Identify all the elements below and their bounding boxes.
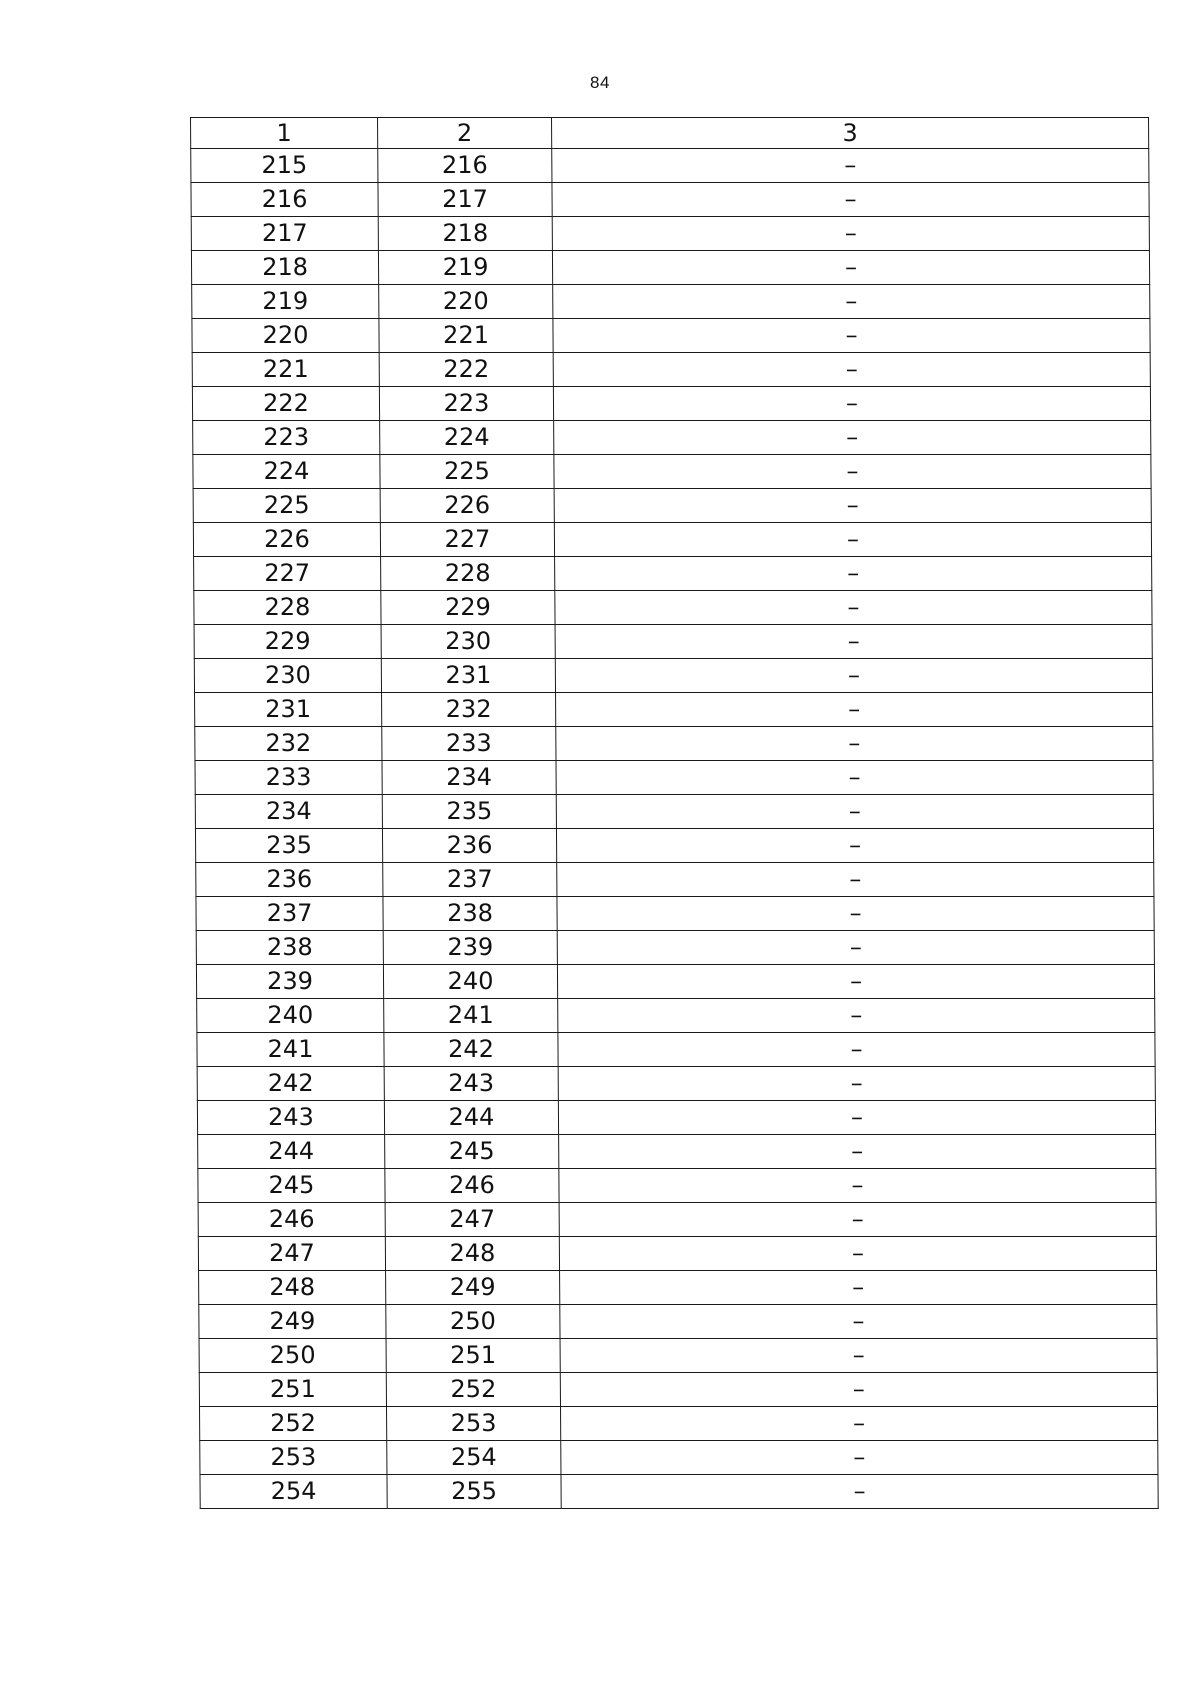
table-row [192,387,1150,421]
table-row [194,625,1152,659]
table-cell-col-2: 253 [387,1407,561,1441]
table-cell-col-3: – [561,1441,1158,1475]
table-cell-col-3: – [555,659,1152,693]
table-row [200,1441,1158,1475]
table-cell-col-1: 243 [197,1101,384,1135]
table-row [192,285,1150,319]
table-row [195,693,1153,727]
table-row [196,863,1154,897]
table-row [193,455,1151,489]
table-row [194,557,1152,591]
table-cell-col-1: 222 [192,387,379,421]
table-cell-col-1: 242 [197,1067,384,1101]
table-row [195,727,1153,761]
data-table [190,117,1159,1509]
table-cell-col-1: 231 [195,693,382,727]
table-cell-col-1: 239 [196,965,383,999]
table-cell-col-2: 255 [387,1475,561,1509]
table-row [199,1339,1157,1373]
table-row [198,1203,1156,1237]
table-cell-col-2: 229 [381,591,555,625]
table-cell-col-3: – [553,353,1150,387]
table-cell-col-3: – [559,1169,1156,1203]
table-cell-col-3: – [552,217,1149,251]
table-cell-col-3: – [552,149,1149,183]
table-cell-col-1: 254 [200,1475,387,1509]
table-cell-col-3: – [556,795,1153,829]
table-cell-col-3: – [558,1033,1155,1067]
table-cell-col-3: – [559,1135,1156,1169]
table-cell-col-3: – [558,999,1155,1033]
page-number: 84 [590,73,610,92]
table-cell-col-1: 238 [196,931,383,965]
table-cell-col-1: 253 [200,1441,387,1475]
table-cell-col-2: 223 [379,387,553,421]
table-row [196,965,1154,999]
table-cell-col-3: – [560,1373,1157,1407]
table-cell-col-3: – [554,455,1151,489]
table-cell-col-2: 220 [379,285,553,319]
table-row [193,421,1151,455]
table-cell-col-3: – [555,591,1152,625]
table-cell-col-2: 216 [378,149,552,183]
table-cell-col-1: 216 [191,183,378,217]
table-row [195,761,1153,795]
table-cell-col-2: 231 [381,659,555,693]
table-row [192,353,1150,387]
table-cell-col-2: 247 [385,1203,559,1237]
table-cell-col-2: 254 [387,1441,561,1475]
table-cell-col-2: 218 [378,217,552,251]
table-cell-col-2: 246 [385,1169,559,1203]
table-cell-col-1: 244 [198,1135,385,1169]
table-cell-col-2: 243 [384,1067,558,1101]
table-cell-col-1: 215 [191,149,378,183]
table-cell-col-1: 217 [191,217,378,251]
table-cell-col-2: 226 [380,489,554,523]
table-row [200,1475,1158,1509]
table-cell-col-1: 221 [192,353,379,387]
table-cell-col-2: 244 [384,1101,558,1135]
table-cell-col-1: 230 [194,659,381,693]
table-cell-col-1: 247 [198,1237,385,1271]
table-row [194,591,1152,625]
table-cell-col-3: – [554,421,1151,455]
table-body [191,118,1159,1509]
table-cell-col-1: 220 [192,319,379,353]
table-cell-col-1: 245 [198,1169,385,1203]
table-cell-col-1: 237 [196,897,383,931]
table-row [194,659,1152,693]
table-cell-col-1: 233 [195,761,382,795]
table-cell-col-3: – [557,965,1154,999]
table-cell-col-2: 228 [381,557,555,591]
table-cell-col-2: 251 [386,1339,560,1373]
table-cell-col-2: 238 [383,897,557,931]
table-cell-col-2: 230 [381,625,555,659]
table-cell-col-2: 239 [383,931,557,965]
table-cell-col-3: – [556,829,1153,863]
table-row [191,217,1149,251]
table-cell-col-2: 248 [385,1237,559,1271]
table-row [193,489,1151,523]
table-row [197,1101,1155,1135]
column-header-1: 1 [191,118,378,149]
table-row [196,897,1154,931]
table-cell-col-2: 225 [380,455,554,489]
table-cell-col-3: – [557,897,1154,931]
table-cell-col-1: 229 [194,625,381,659]
table-cell-col-2: 224 [380,421,554,455]
table-cell-col-3: – [556,727,1153,761]
table-row [199,1373,1157,1407]
table-cell-col-2: 222 [379,353,553,387]
table-row [196,931,1154,965]
table-row [198,1135,1156,1169]
table-cell-col-3: – [558,1067,1155,1101]
column-header-2: 2 [378,118,552,149]
table-row [192,319,1150,353]
table-cell-col-3: – [560,1305,1157,1339]
table-cell-col-2: 240 [383,965,557,999]
table-row [191,251,1149,285]
table-cell-col-1: 225 [193,489,380,523]
table-row [199,1305,1157,1339]
table-cell-col-3: – [560,1271,1157,1305]
table-cell-col-1: 252 [200,1407,387,1441]
table-row [195,829,1153,863]
table-row [198,1237,1156,1271]
table-cell-col-1: 248 [199,1271,386,1305]
table-cell-col-2: 250 [386,1305,560,1339]
table-cell-col-2: 233 [382,727,556,761]
table-cell-col-1: 223 [193,421,380,455]
table-row [200,1407,1158,1441]
table-cell-col-3: – [555,557,1152,591]
table-cell-col-3: – [554,489,1151,523]
table-cell-col-3: – [552,251,1149,285]
table-row [199,1271,1157,1305]
table-cell-col-2: 252 [386,1373,560,1407]
table-cell-col-1: 236 [196,863,383,897]
table-row [197,1033,1155,1067]
table-cell-col-1: 249 [199,1305,386,1339]
table-cell-col-1: 226 [193,523,380,557]
table-cell-col-3: – [560,1339,1157,1373]
table-cell-col-2: 235 [382,795,556,829]
table-row [193,523,1151,557]
table-cell-col-2: 241 [384,999,558,1033]
table-cell-col-1: 240 [197,999,384,1033]
table-cell-col-2: 221 [379,319,553,353]
table-row [191,183,1149,217]
table-cell-col-2: 232 [382,693,556,727]
table-cell-col-1: 241 [197,1033,384,1067]
table-cell-col-3: – [554,523,1151,557]
table-cell-col-3: – [561,1475,1158,1509]
table-cell-col-3: – [557,863,1154,897]
table-cell-col-2: 227 [380,523,554,557]
table-cell-col-1: 218 [191,251,378,285]
table-cell-col-3: – [555,625,1152,659]
table-row [195,795,1153,829]
table-cell-col-2: 242 [384,1033,558,1067]
table-cell-col-2: 237 [383,863,557,897]
table-cell-col-2: 249 [386,1271,560,1305]
table-cell-col-1: 232 [195,727,382,761]
table-cell-col-3: – [559,1203,1156,1237]
table-header-row [191,118,1149,149]
table-cell-col-1: 234 [195,795,382,829]
table-cell-col-3: – [558,1101,1155,1135]
table-cell-col-2: 219 [378,251,552,285]
table-cell-col-3: – [561,1407,1158,1441]
table-cell-col-1: 250 [199,1339,386,1373]
table-row [191,149,1149,183]
table-cell-col-2: 234 [382,761,556,795]
column-header-3: 3 [552,118,1149,149]
table-cell-col-1: 224 [193,455,380,489]
table-cell-col-1: 219 [192,285,379,319]
table-cell-col-2: 236 [382,829,556,863]
table-cell-col-3: – [553,285,1150,319]
table-cell-col-1: 235 [195,829,382,863]
table-cell-col-3: – [553,387,1150,421]
table-cell-col-1: 251 [199,1373,386,1407]
table-row [197,1067,1155,1101]
table-cell-col-2: 217 [378,183,552,217]
table-cell-col-3: – [559,1237,1156,1271]
table-cell-col-2: 245 [385,1135,559,1169]
table-cell-col-3: – [556,693,1153,727]
table-cell-col-1: 228 [194,591,381,625]
table-row [198,1169,1156,1203]
table-cell-col-3: – [553,319,1150,353]
table-cell-col-3: – [552,183,1149,217]
table-cell-col-1: 227 [194,557,381,591]
table-cell-col-3: – [556,761,1153,795]
table-row [197,999,1155,1033]
table-cell-col-1: 246 [198,1203,385,1237]
table-cell-col-3: – [557,931,1154,965]
